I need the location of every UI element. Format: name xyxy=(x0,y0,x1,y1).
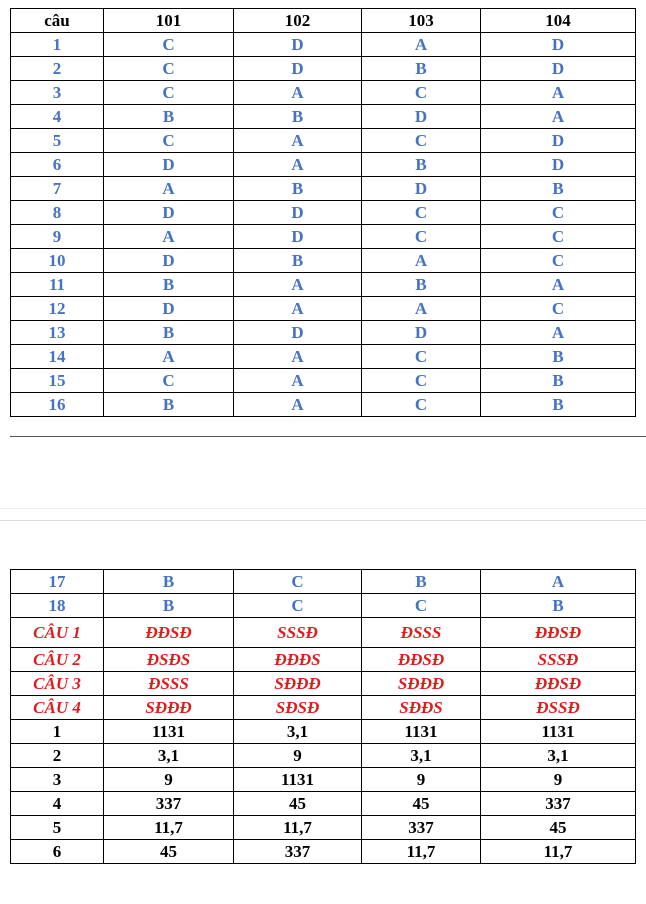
short-answer-row xyxy=(11,816,636,840)
mc-question-cell: 17 xyxy=(11,570,104,594)
true-false-answer-cell: SSSĐ xyxy=(234,618,362,648)
table-header-row xyxy=(11,9,636,33)
mc-answer-cell: D xyxy=(481,33,636,57)
mc-answer-cell: A xyxy=(234,273,362,297)
short-answer-answer-cell: 11,7 xyxy=(362,840,481,864)
mc-answer-cell: A xyxy=(234,369,362,393)
answer-table-2 xyxy=(10,569,636,864)
mc-answer-cell: C xyxy=(362,345,481,369)
mc-row xyxy=(11,249,636,273)
true-false-answer-cell: ĐSSS xyxy=(362,618,481,648)
mc-row xyxy=(11,321,636,345)
mc-answer-cell: C xyxy=(481,249,636,273)
short-answer-answer-cell: 3,1 xyxy=(362,744,481,768)
mc-answer-cell: D xyxy=(234,57,362,81)
mc-question-cell: 8 xyxy=(11,201,104,225)
mc-answer-cell: C xyxy=(362,393,481,417)
mc-row xyxy=(11,81,636,105)
short-answer-answer-cell: 337 xyxy=(362,816,481,840)
mc-question-cell: 3 xyxy=(11,81,104,105)
mc-answer-cell: B xyxy=(104,594,234,618)
true-false-answer-cell: SSSĐ xyxy=(481,648,636,672)
true-false-row xyxy=(11,648,636,672)
mc-row xyxy=(11,177,636,201)
short-answer-answer-cell: 337 xyxy=(481,792,636,816)
mc-answer-cell: A xyxy=(234,393,362,417)
mc-answer-cell: C xyxy=(104,81,234,105)
short-answer-answer-cell: 9 xyxy=(234,744,362,768)
mc-answer-cell: B xyxy=(362,153,481,177)
short-answer-answer-cell: 45 xyxy=(104,840,234,864)
mc-answer-cell: C xyxy=(104,129,234,153)
mc-answer-cell: C xyxy=(362,81,481,105)
mc-answer-cell: B xyxy=(104,105,234,129)
mc-answer-cell: A xyxy=(362,249,481,273)
mc-answer-cell: D xyxy=(362,177,481,201)
mc-question-cell: 10 xyxy=(11,249,104,273)
short-answer-question-cell: 3 xyxy=(11,768,104,792)
mc-question-cell: 4 xyxy=(11,105,104,129)
short-answer-answer-cell: 45 xyxy=(234,792,362,816)
short-answer-row xyxy=(11,720,636,744)
short-answer-answer-cell: 45 xyxy=(362,792,481,816)
mc-row xyxy=(11,105,636,129)
true-false-answer-cell: ĐĐĐS xyxy=(234,648,362,672)
true-false-row xyxy=(11,672,636,696)
mc-question-cell: 14 xyxy=(11,345,104,369)
page-1 xyxy=(0,0,646,437)
answer-table-1 xyxy=(10,8,636,417)
mc-answer-cell: C xyxy=(104,57,234,81)
mc-answer-cell: A xyxy=(481,570,636,594)
short-answer-row xyxy=(11,744,636,768)
page-gap-lower xyxy=(0,520,646,521)
mc-answer-cell: A xyxy=(481,273,636,297)
true-false-answer-cell: SĐĐS xyxy=(362,696,481,720)
mc-answer-cell: C xyxy=(362,201,481,225)
short-answer-answer-cell: 9 xyxy=(481,768,636,792)
mc-answer-cell: D xyxy=(234,321,362,345)
short-answer-answer-cell: 1131 xyxy=(481,720,636,744)
page-2 xyxy=(0,560,646,904)
mc-answer-cell: C xyxy=(481,225,636,249)
mc-answer-cell: A xyxy=(362,297,481,321)
mc-answer-cell: A xyxy=(481,105,636,129)
short-answer-answer-cell: 1131 xyxy=(362,720,481,744)
short-answer-row xyxy=(11,792,636,816)
mc-question-cell: 16 xyxy=(11,393,104,417)
short-answer-answer-cell: 337 xyxy=(104,792,234,816)
true-false-answer-cell: ĐSĐS xyxy=(104,648,234,672)
mc-answer-cell: A xyxy=(481,81,636,105)
true-false-question-cell: CÂU 1 xyxy=(11,618,104,648)
true-false-question-cell: CÂU 2 xyxy=(11,648,104,672)
mc-answer-cell: B xyxy=(362,273,481,297)
short-answer-answer-cell: 9 xyxy=(104,768,234,792)
mc-answer-cell: D xyxy=(234,225,362,249)
mc-question-cell: 7 xyxy=(11,177,104,201)
mc-answer-cell: B xyxy=(104,273,234,297)
short-answer-question-cell: 1 xyxy=(11,720,104,744)
short-answer-question-cell: 2 xyxy=(11,744,104,768)
mc-answer-cell: D xyxy=(362,105,481,129)
mc-row xyxy=(11,273,636,297)
mc-row xyxy=(11,369,636,393)
header-cell-104: 104 xyxy=(481,9,636,33)
mc-row xyxy=(11,33,636,57)
header-cell-cau: câu xyxy=(11,9,104,33)
short-answer-row xyxy=(11,840,636,864)
true-false-answer-cell: ĐĐSĐ xyxy=(104,618,234,648)
mc-answer-cell: A xyxy=(234,297,362,321)
mc-row xyxy=(11,129,636,153)
true-false-question-cell: CÂU 4 xyxy=(11,696,104,720)
mc-answer-cell: A xyxy=(104,345,234,369)
mc-answer-cell: B xyxy=(481,594,636,618)
true-false-answer-cell: ĐSSS xyxy=(104,672,234,696)
mc-answer-cell: B xyxy=(481,345,636,369)
mc-answer-cell: C xyxy=(234,570,362,594)
true-false-question-cell: CÂU 3 xyxy=(11,672,104,696)
mc-question-cell: 13 xyxy=(11,321,104,345)
true-false-answer-cell: ĐSSĐ xyxy=(481,696,636,720)
header-cell-102: 102 xyxy=(234,9,362,33)
mc-answer-cell: B xyxy=(234,105,362,129)
mc-row xyxy=(11,594,636,618)
mc-answer-cell: C xyxy=(481,297,636,321)
mc-answer-cell: C xyxy=(234,594,362,618)
mc-answer-cell: A xyxy=(234,345,362,369)
mc-question-cell: 5 xyxy=(11,129,104,153)
mc-answer-cell: A xyxy=(481,321,636,345)
mc-question-cell: 2 xyxy=(11,57,104,81)
short-answer-answer-cell: 11,7 xyxy=(104,816,234,840)
short-answer-question-cell: 6 xyxy=(11,840,104,864)
mc-answer-cell: C xyxy=(481,201,636,225)
true-false-row xyxy=(11,618,636,648)
mc-row xyxy=(11,570,636,594)
mc-question-cell: 6 xyxy=(11,153,104,177)
mc-answer-cell: B xyxy=(234,249,362,273)
mc-answer-cell: B xyxy=(362,570,481,594)
true-false-answer-cell: ĐĐSĐ xyxy=(481,618,636,648)
true-false-answer-cell: SĐSĐ xyxy=(234,696,362,720)
mc-answer-cell: C xyxy=(104,369,234,393)
mc-answer-cell: D xyxy=(234,33,362,57)
mc-answer-cell: D xyxy=(481,57,636,81)
mc-question-cell: 18 xyxy=(11,594,104,618)
true-false-answer-cell: ĐĐSĐ xyxy=(481,672,636,696)
short-answer-answer-cell: 3,1 xyxy=(234,720,362,744)
true-false-answer-cell: ĐĐSĐ xyxy=(362,648,481,672)
mc-row xyxy=(11,225,636,249)
short-answer-answer-cell: 337 xyxy=(234,840,362,864)
mc-answer-cell: B xyxy=(481,369,636,393)
mc-answer-cell: A xyxy=(234,81,362,105)
mc-answer-cell: D xyxy=(481,153,636,177)
mc-question-cell: 9 xyxy=(11,225,104,249)
short-answer-answer-cell: 9 xyxy=(362,768,481,792)
true-false-answer-cell: SĐĐĐ xyxy=(104,696,234,720)
mc-question-cell: 15 xyxy=(11,369,104,393)
short-answer-answer-cell: 3,1 xyxy=(104,744,234,768)
short-answer-answer-cell: 45 xyxy=(481,816,636,840)
mc-answer-cell: C xyxy=(104,33,234,57)
mc-question-cell: 12 xyxy=(11,297,104,321)
mc-answer-cell: A xyxy=(104,225,234,249)
mc-answer-cell: A xyxy=(104,177,234,201)
mc-answer-cell: D xyxy=(362,321,481,345)
mc-answer-cell: C xyxy=(362,225,481,249)
mc-answer-cell: A xyxy=(362,33,481,57)
mc-answer-cell: D xyxy=(104,249,234,273)
mc-answer-cell: B xyxy=(104,393,234,417)
mc-row xyxy=(11,393,636,417)
mc-row xyxy=(11,345,636,369)
mc-answer-cell: B xyxy=(481,393,636,417)
mc-row xyxy=(11,297,636,321)
mc-answer-cell: B xyxy=(234,177,362,201)
mc-answer-cell: C xyxy=(362,129,481,153)
short-answer-answer-cell: 3,1 xyxy=(481,744,636,768)
mc-answer-cell: D xyxy=(104,153,234,177)
true-false-row xyxy=(11,696,636,720)
header-cell-103: 103 xyxy=(362,9,481,33)
short-answer-answer-cell: 1131 xyxy=(104,720,234,744)
short-answer-answer-cell: 11,7 xyxy=(481,840,636,864)
mc-answer-cell: A xyxy=(234,153,362,177)
mc-answer-cell: B xyxy=(481,177,636,201)
mc-row xyxy=(11,153,636,177)
mc-answer-cell: D xyxy=(104,297,234,321)
mc-answer-cell: A xyxy=(234,129,362,153)
short-answer-question-cell: 4 xyxy=(11,792,104,816)
mc-answer-cell: C xyxy=(362,369,481,393)
mc-answer-cell: B xyxy=(362,57,481,81)
mc-answer-cell: B xyxy=(104,321,234,345)
page-gap xyxy=(0,508,646,509)
short-answer-answer-cell: 11,7 xyxy=(234,816,362,840)
mc-row xyxy=(11,57,636,81)
true-false-answer-cell: SĐĐĐ xyxy=(362,672,481,696)
true-false-answer-cell: SĐĐĐ xyxy=(234,672,362,696)
short-answer-question-cell: 5 xyxy=(11,816,104,840)
page-bottom-rule xyxy=(10,436,646,437)
mc-answer-cell: D xyxy=(234,201,362,225)
mc-row xyxy=(11,201,636,225)
mc-answer-cell: B xyxy=(104,570,234,594)
mc-answer-cell: C xyxy=(362,594,481,618)
mc-question-cell: 1 xyxy=(11,33,104,57)
short-answer-row xyxy=(11,768,636,792)
short-answer-answer-cell: 1131 xyxy=(234,768,362,792)
mc-question-cell: 11 xyxy=(11,273,104,297)
mc-answer-cell: D xyxy=(104,201,234,225)
header-cell-101: 101 xyxy=(104,9,234,33)
mc-answer-cell: D xyxy=(481,129,636,153)
